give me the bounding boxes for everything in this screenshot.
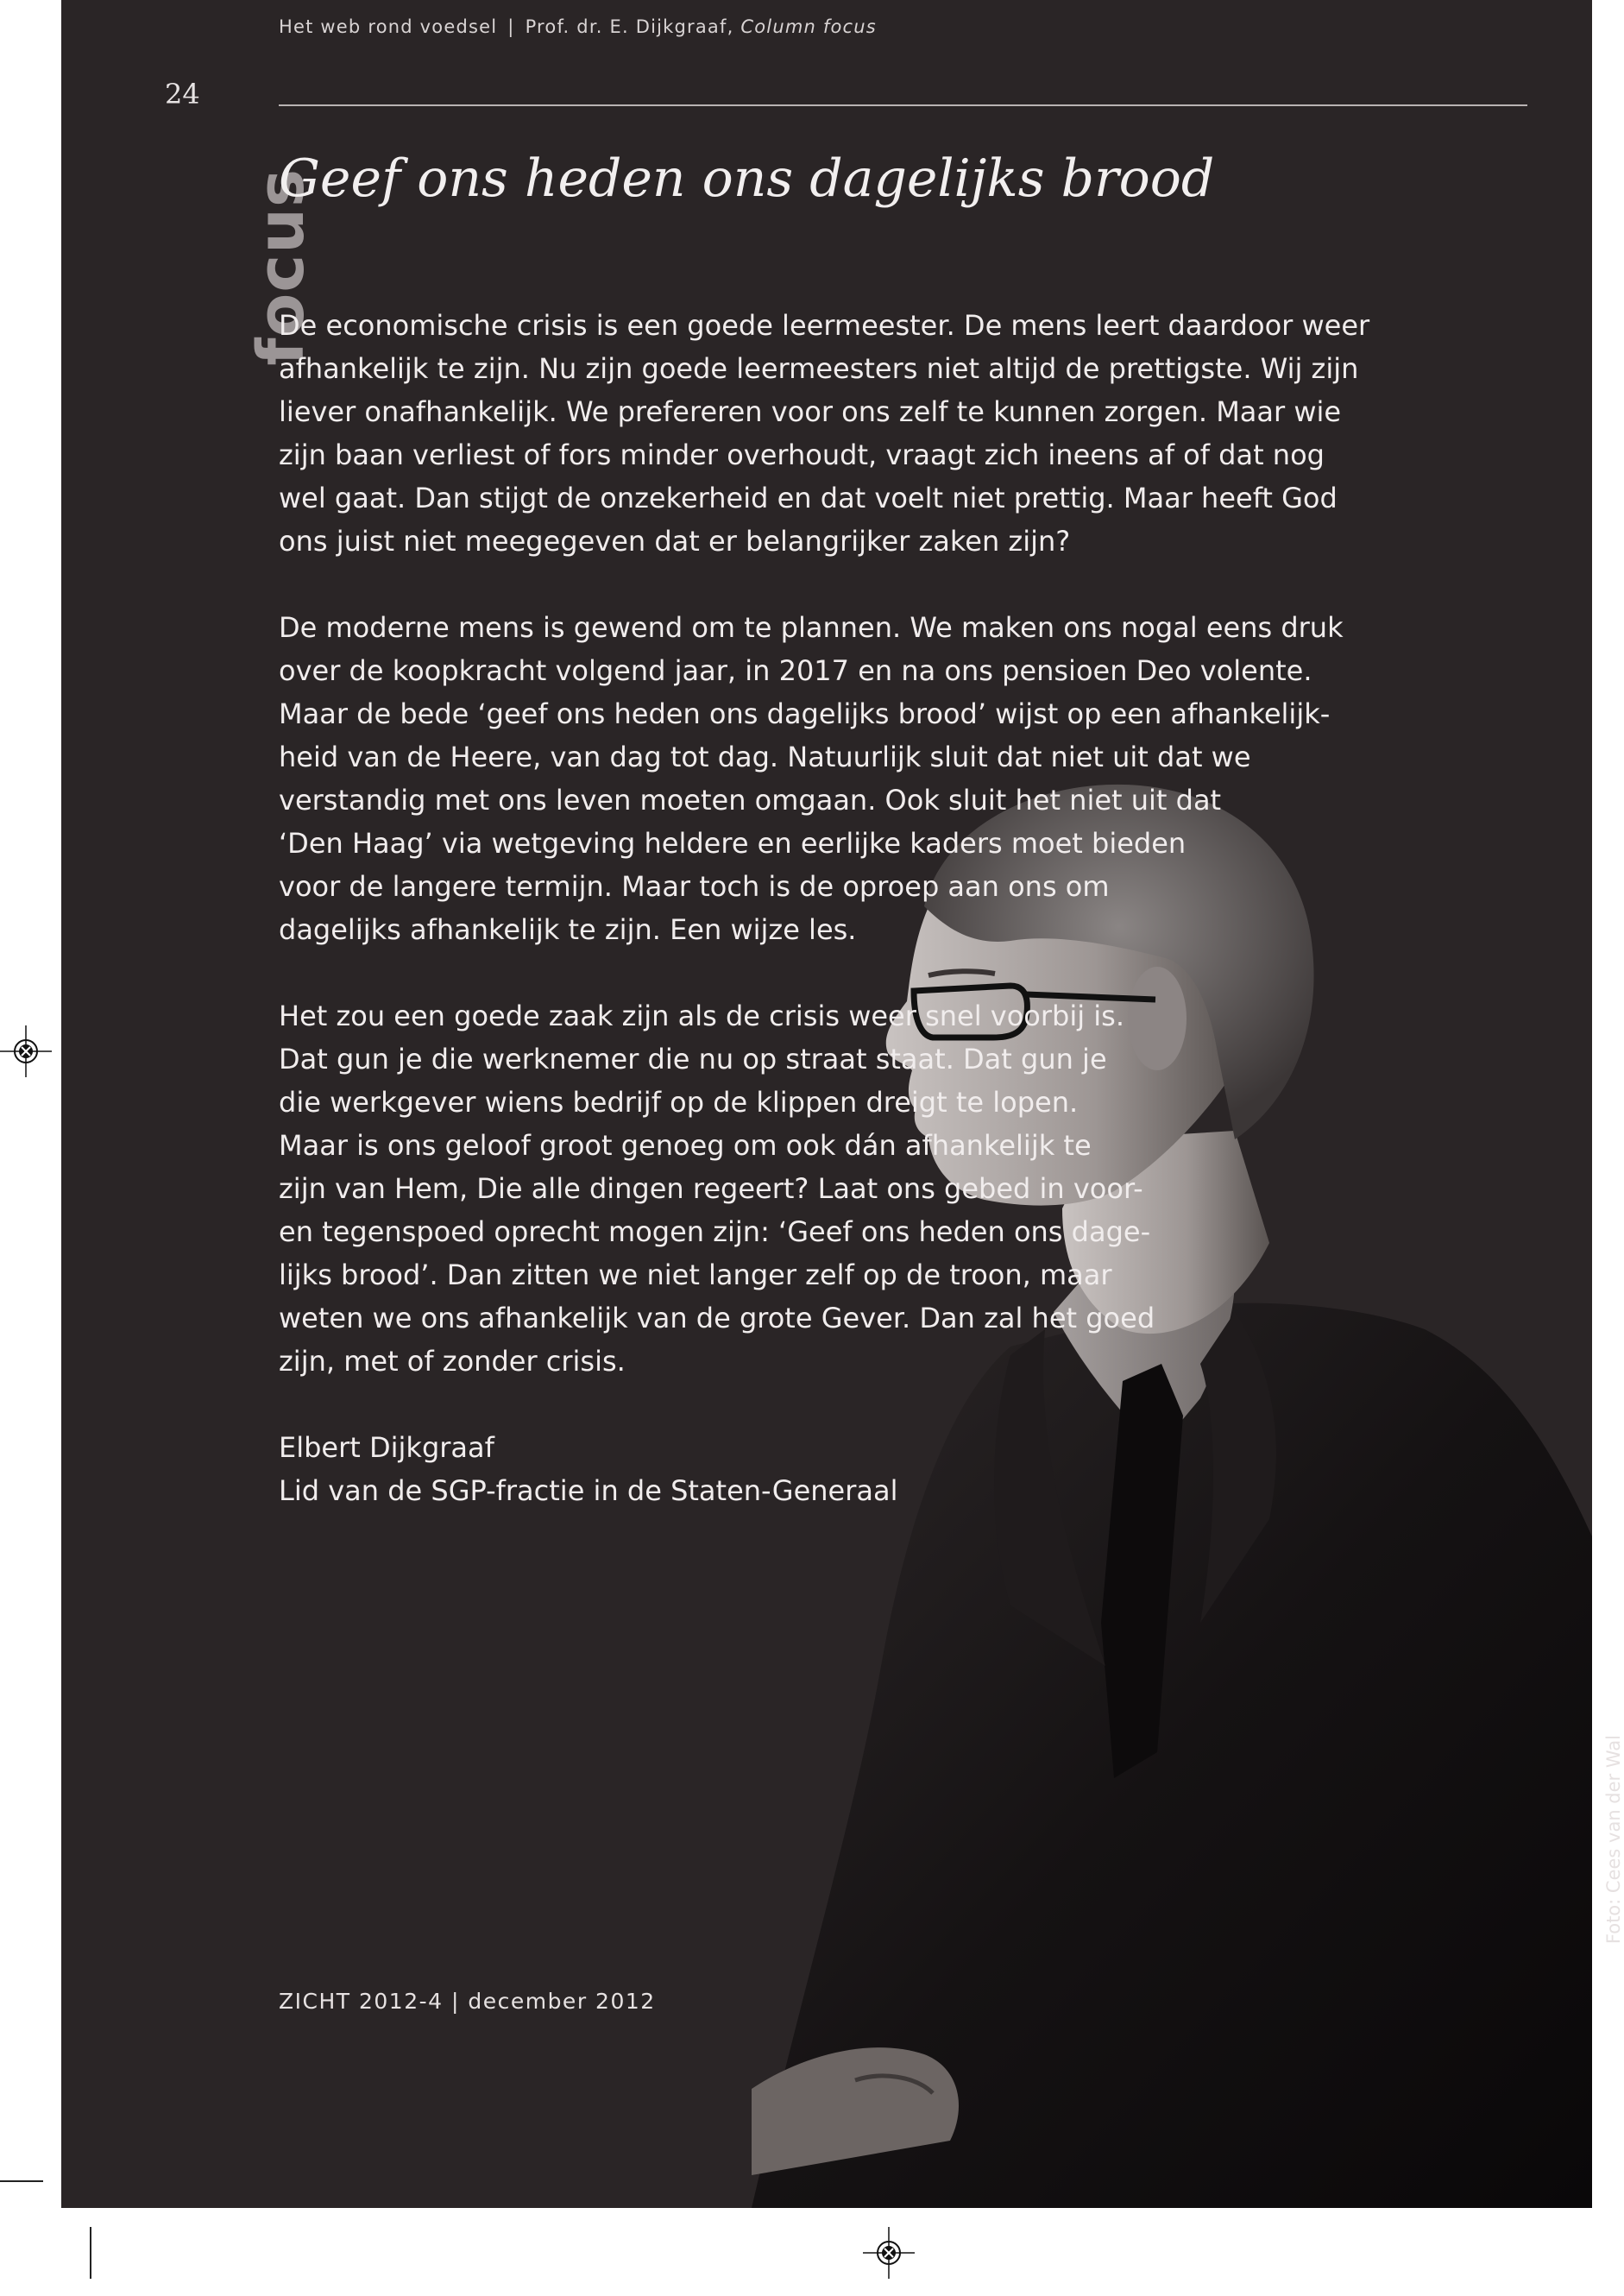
- text-line: en tegenspoed oprecht mogen zijn: ‘Geef ons heden ons dage-: [279, 1215, 1151, 1248]
- text-line: De moderne mens is gewend om te plannen. We maken ons nogal eens druk: [279, 611, 1344, 644]
- running-head-publication: Het web rond voedsel: [279, 16, 498, 37]
- magazine-page: [61, 0, 1624, 2208]
- text-line: Het zou een goede zaak zijn als de crisis weer snel voorbij is.: [279, 1000, 1125, 1032]
- article-title: Geef ons heden ons dagelijks brood: [279, 148, 1215, 209]
- text-line: Maar de bede ‘geef ons heden ons dagelijks brood’ wijst op een afhankelijk-: [279, 697, 1331, 730]
- text-line: die werkgever wiens bedrijf op de klippen dreigt te lopen.: [279, 1086, 1079, 1119]
- paragraph-1: [279, 304, 1383, 563]
- paragraph-3: [279, 994, 1383, 1383]
- text-line: dagelijks afhankelijk te zijn. Een wijze les.: [279, 913, 857, 946]
- text-line: zijn van Hem, Die alle dingen regeert? Laat ons gebed in voor-: [279, 1172, 1143, 1205]
- running-head-separator: |: [507, 16, 515, 37]
- issue-footer: ZICHT 2012-4 | december 2012: [279, 1989, 656, 2014]
- text-line: weten we ons afhankelijk van de grote Gever. Dan zal het goed: [279, 1302, 1155, 1334]
- registration-mark-bottom: [863, 2227, 915, 2279]
- running-head-author: Prof. dr. E. Dijkgraaf,: [525, 16, 734, 37]
- text-line: verstandig met ons leven moeten omgaan. Ook sluit het niet uit dat: [279, 784, 1222, 817]
- text-line: De economische crisis is een goede leermeester. De mens leert daardoor weer: [279, 309, 1370, 342]
- page-number: 24: [165, 78, 200, 110]
- text-line: voor de langere termijn. Maar toch is de oproep aan ons om: [279, 870, 1110, 903]
- photo-credit: Foto: Cees van der Wal: [1603, 1735, 1624, 1945]
- running-head: [279, 16, 877, 37]
- article-body: [279, 304, 1383, 1555]
- text-line: Maar is ons geloof groot genoeg om ook dán afhankelijk te: [279, 1129, 1092, 1162]
- signature-name: Elbert Dijkgraaf: [279, 1431, 494, 1464]
- text-line: wel gaat. Dan stijgt de onzekerheid en dat voelt niet prettig. Maar heeft God: [279, 482, 1338, 514]
- text-line: ons juist niet meegegeven dat er belangrijker zaken zijn?: [279, 525, 1071, 558]
- text-line: zijn, met of zonder crisis.: [279, 1345, 626, 1378]
- text-line: ‘Den Haag’ via wetgeving heldere en eerlijke kaders moet bieden: [279, 827, 1187, 860]
- text-line: zijn baan verliest of fors minder overhoudt, vraagt zich ineens af of dat nog: [279, 438, 1325, 471]
- registration-mark-left: [0, 1025, 52, 1077]
- crop-mark: [0, 2180, 43, 2182]
- text-line: Dat gun je die werknemer die nu op straat staat. Dat gun je: [279, 1043, 1107, 1075]
- paragraph-2: [279, 606, 1383, 951]
- running-head-column: Column focus: [740, 16, 877, 37]
- header-rule: [279, 104, 1527, 106]
- text-line: lijks brood’. Dan zitten we niet langer zelf op de troon, maar: [279, 1258, 1112, 1291]
- section-label: focus: [244, 168, 318, 366]
- text-line: afhankelijk te zijn. Nu zijn goede leermeesters niet altijd de prettigste. Wij zijn: [279, 352, 1359, 385]
- crop-mark: [90, 2227, 91, 2279]
- signature-role: Lid van de SGP-fractie in de Staten-Generaal: [279, 1474, 898, 1507]
- text-line: over de koopkracht volgend jaar, in 2017 en na ons pensioen Deo volente.: [279, 654, 1312, 687]
- text-line: heid van de Heere, van dag tot dag. Natuurlijk sluit dat niet uit dat we: [279, 741, 1251, 773]
- signature: [279, 1426, 1383, 1512]
- text-line: liever onafhankelijk. We prefereren voor ons zelf te kunnen zorgen. Maar wie: [279, 395, 1342, 428]
